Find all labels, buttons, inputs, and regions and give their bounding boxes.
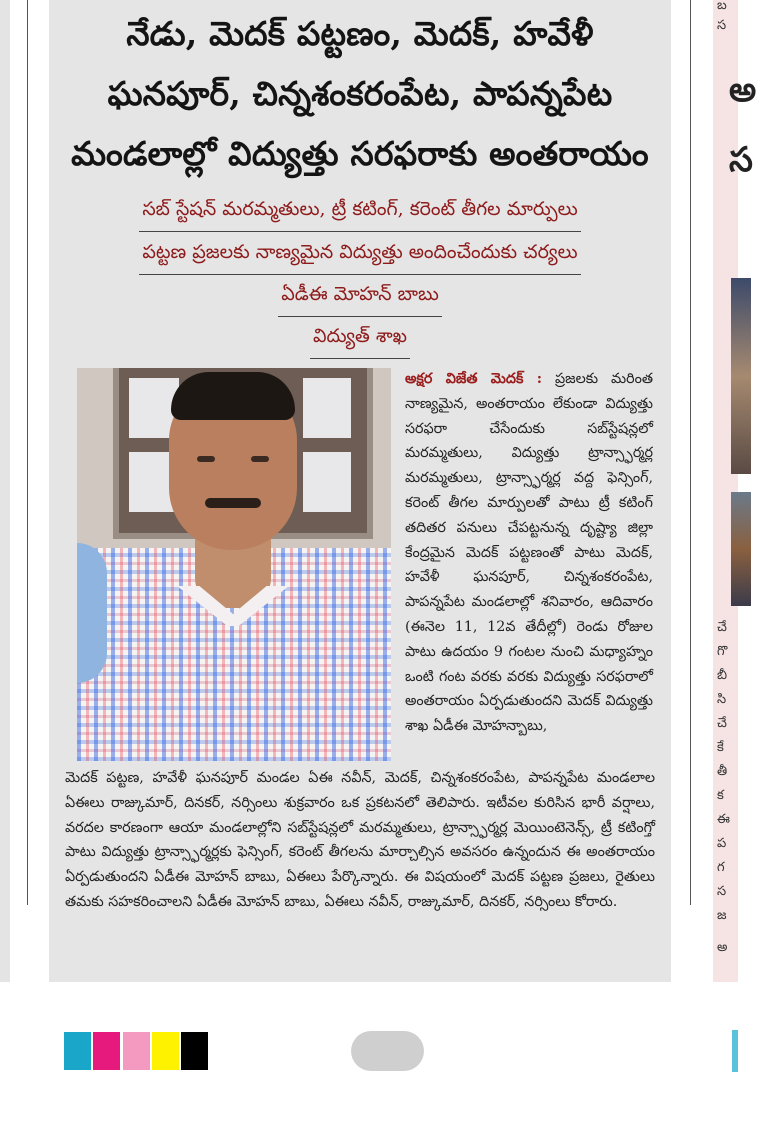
neighbor-fragment: సి: [717, 692, 727, 707]
headline-line-2: ఘనపూర్, చిన్నశంకరంపేట, పాపన్నపేట: [107, 74, 613, 113]
neighbor-photo-1: [731, 278, 751, 474]
neighbor-fragment: బ: [717, 0, 727, 13]
headline-line-1: నేడు, మెదక్ పట్టణం, మెదక్, హవేళీ: [126, 14, 594, 53]
news-article: [49, 0, 671, 982]
neighbor-fragment: క: [717, 788, 724, 803]
headline-line-3: మండలాల్లో విద్యుత్తు సరఫరాకు అంతరాయం: [71, 134, 649, 173]
article-body-column-text: ప్రజలకు మరింత నాణ్యమైన, అంతరాయం లేకుండా విద్యుత్తు సరఫరా చేసేందుకు సబ్‌స్టేషన్లలో మరమ్మతులు, విద్యుత్తు ట్రాన్స్ఫార్మర్ల మరమ్మతులు, ట్రాన్స్ఫార్మర్ల వద్ద ఫెన్సింగ్, కరెంట్ తీగల మార్పులతో పాటు ట్రీ కటింగ్ తదితర పనులు చేపట్టనున్న దృష్ట్యా జిల్లా కేంద్రమైన మెదక్ పట్టణంతో పాటు మెదక్, హవేళీ ఘనపూర్, చిన్నశంకరంపేట, పాపన్నపేట మండలాల్లో శనివారం, ఆదివారం (ఈనెల 11, 12వ తేదీల్లో) రెండు రోజుల పాటు ఉదయం 9 గంటల నుంచి మధ్యాహ్నం ఒంటి గంట వరకు వరకు విద్యుత్తు సరఫరాలో అంతరాయం ఏర్పడుతుందని మెదక్ విద్యుత్తు శాఖ ఏడీఈ మోహన్బాబు,: [405, 371, 654, 735]
neighbor-article: [713, 0, 757, 982]
article-body-column: [405, 367, 653, 739]
registration-swatch-magenta: [93, 1032, 120, 1070]
neighbor-fragment: జ: [717, 908, 727, 923]
neighbor-fragment: చే: [717, 716, 727, 731]
registration-swatch-black: [181, 1032, 208, 1070]
neighbor-fragment: తీ: [717, 764, 728, 779]
neighbor-photo-2: [731, 492, 751, 606]
neighbor-fragment: బీ: [717, 668, 728, 683]
neighbor-fragment: ఈ: [717, 812, 730, 827]
registration-pill: [351, 1031, 424, 1071]
article-body-full: మెదక్ పట్టణ, హవేళీ ఘనపూర్ మండల ఏఈ నవీన్, మెదక్, చిన్నశంకరంపేట, పాపన్నపేట మండలాల ఏఈలు రాజ్కుమార్, దినకర్, నర్సింలు శుక్రవారం ఒక ప్రకటనలో తెలిపారు. ఇటీవల కురిసిన భారీ వర్షాలు, వరదల కారణంగా ఆయా మండలాల్లోని సబ్‌స్టేషన్లలో మరమ్మతులు, ట్రాన్స్ఫార్మర్ల మెయింటెనెన్స్, ట్రీ కటింగ్తో పాటు విద్యుత్తు ట్రాన్స్ఫార్మర్లకు ఫెన్సింగ్, కరెంట్ తీగలను మార్చాల్సిన అవసరం ఉన్నందున ఈ అంతరాయం ఏర్పడుతుందని ఏడీఈ మోహన్ బాబు, ఏఈలు పేర్కొన్నారు. ఈ విషయంలో మెదక్ పట్టణ ప్రజలు, రైతులు తమకు సహకరించాలని ఏడీఈ మోహన్ బాబు, ఏఈలు నవీన్, రాజ్కుమార్, దినకర్, నర్సింలు కోరారు.: [65, 770, 655, 910]
neighbor-fragment: ప: [717, 836, 727, 851]
registration-edge: [732, 1030, 738, 1072]
column-divider: [690, 0, 691, 905]
neighbor-fragment: కే: [717, 740, 724, 755]
officer-photo: [77, 368, 391, 761]
neighbor-headline-letter: అ: [729, 70, 757, 110]
neighbor-fragment: అ: [717, 940, 728, 955]
subhead-4: విద్యుత్ శాఖ: [49, 325, 671, 359]
subhead-2: పట్టణ ప్రజలకు నాణ్యమైన విద్యుత్తు అందించేందుకు చర్యలు: [49, 241, 671, 275]
left-column-divider: [27, 0, 28, 905]
subhead-3: ఏడీఈ మోహన్ బాబు: [49, 283, 671, 317]
neighbor-headline-letter: స: [729, 140, 753, 180]
registration-swatch-yellow: [152, 1032, 179, 1070]
neighbor-fragment: చే: [717, 620, 727, 635]
left-page-strip: [0, 0, 10, 982]
registration-swatch-cyan: [64, 1032, 91, 1070]
registration-swatch-pink: [123, 1032, 150, 1070]
neighbor-fragment: గొ: [717, 644, 728, 659]
neighbor-fragment: స: [717, 18, 727, 33]
neighbor-fragment: గ: [717, 860, 725, 875]
subhead-1: సబ్ స్టేషన్ మరమ్మతులు, ట్రీ కటింగ్, కరెంట్ తీగల మార్పులు: [49, 198, 671, 232]
neighbor-fragment: స: [717, 884, 727, 899]
dateline: అక్షర విజేత మెదక్ :: [405, 371, 543, 387]
